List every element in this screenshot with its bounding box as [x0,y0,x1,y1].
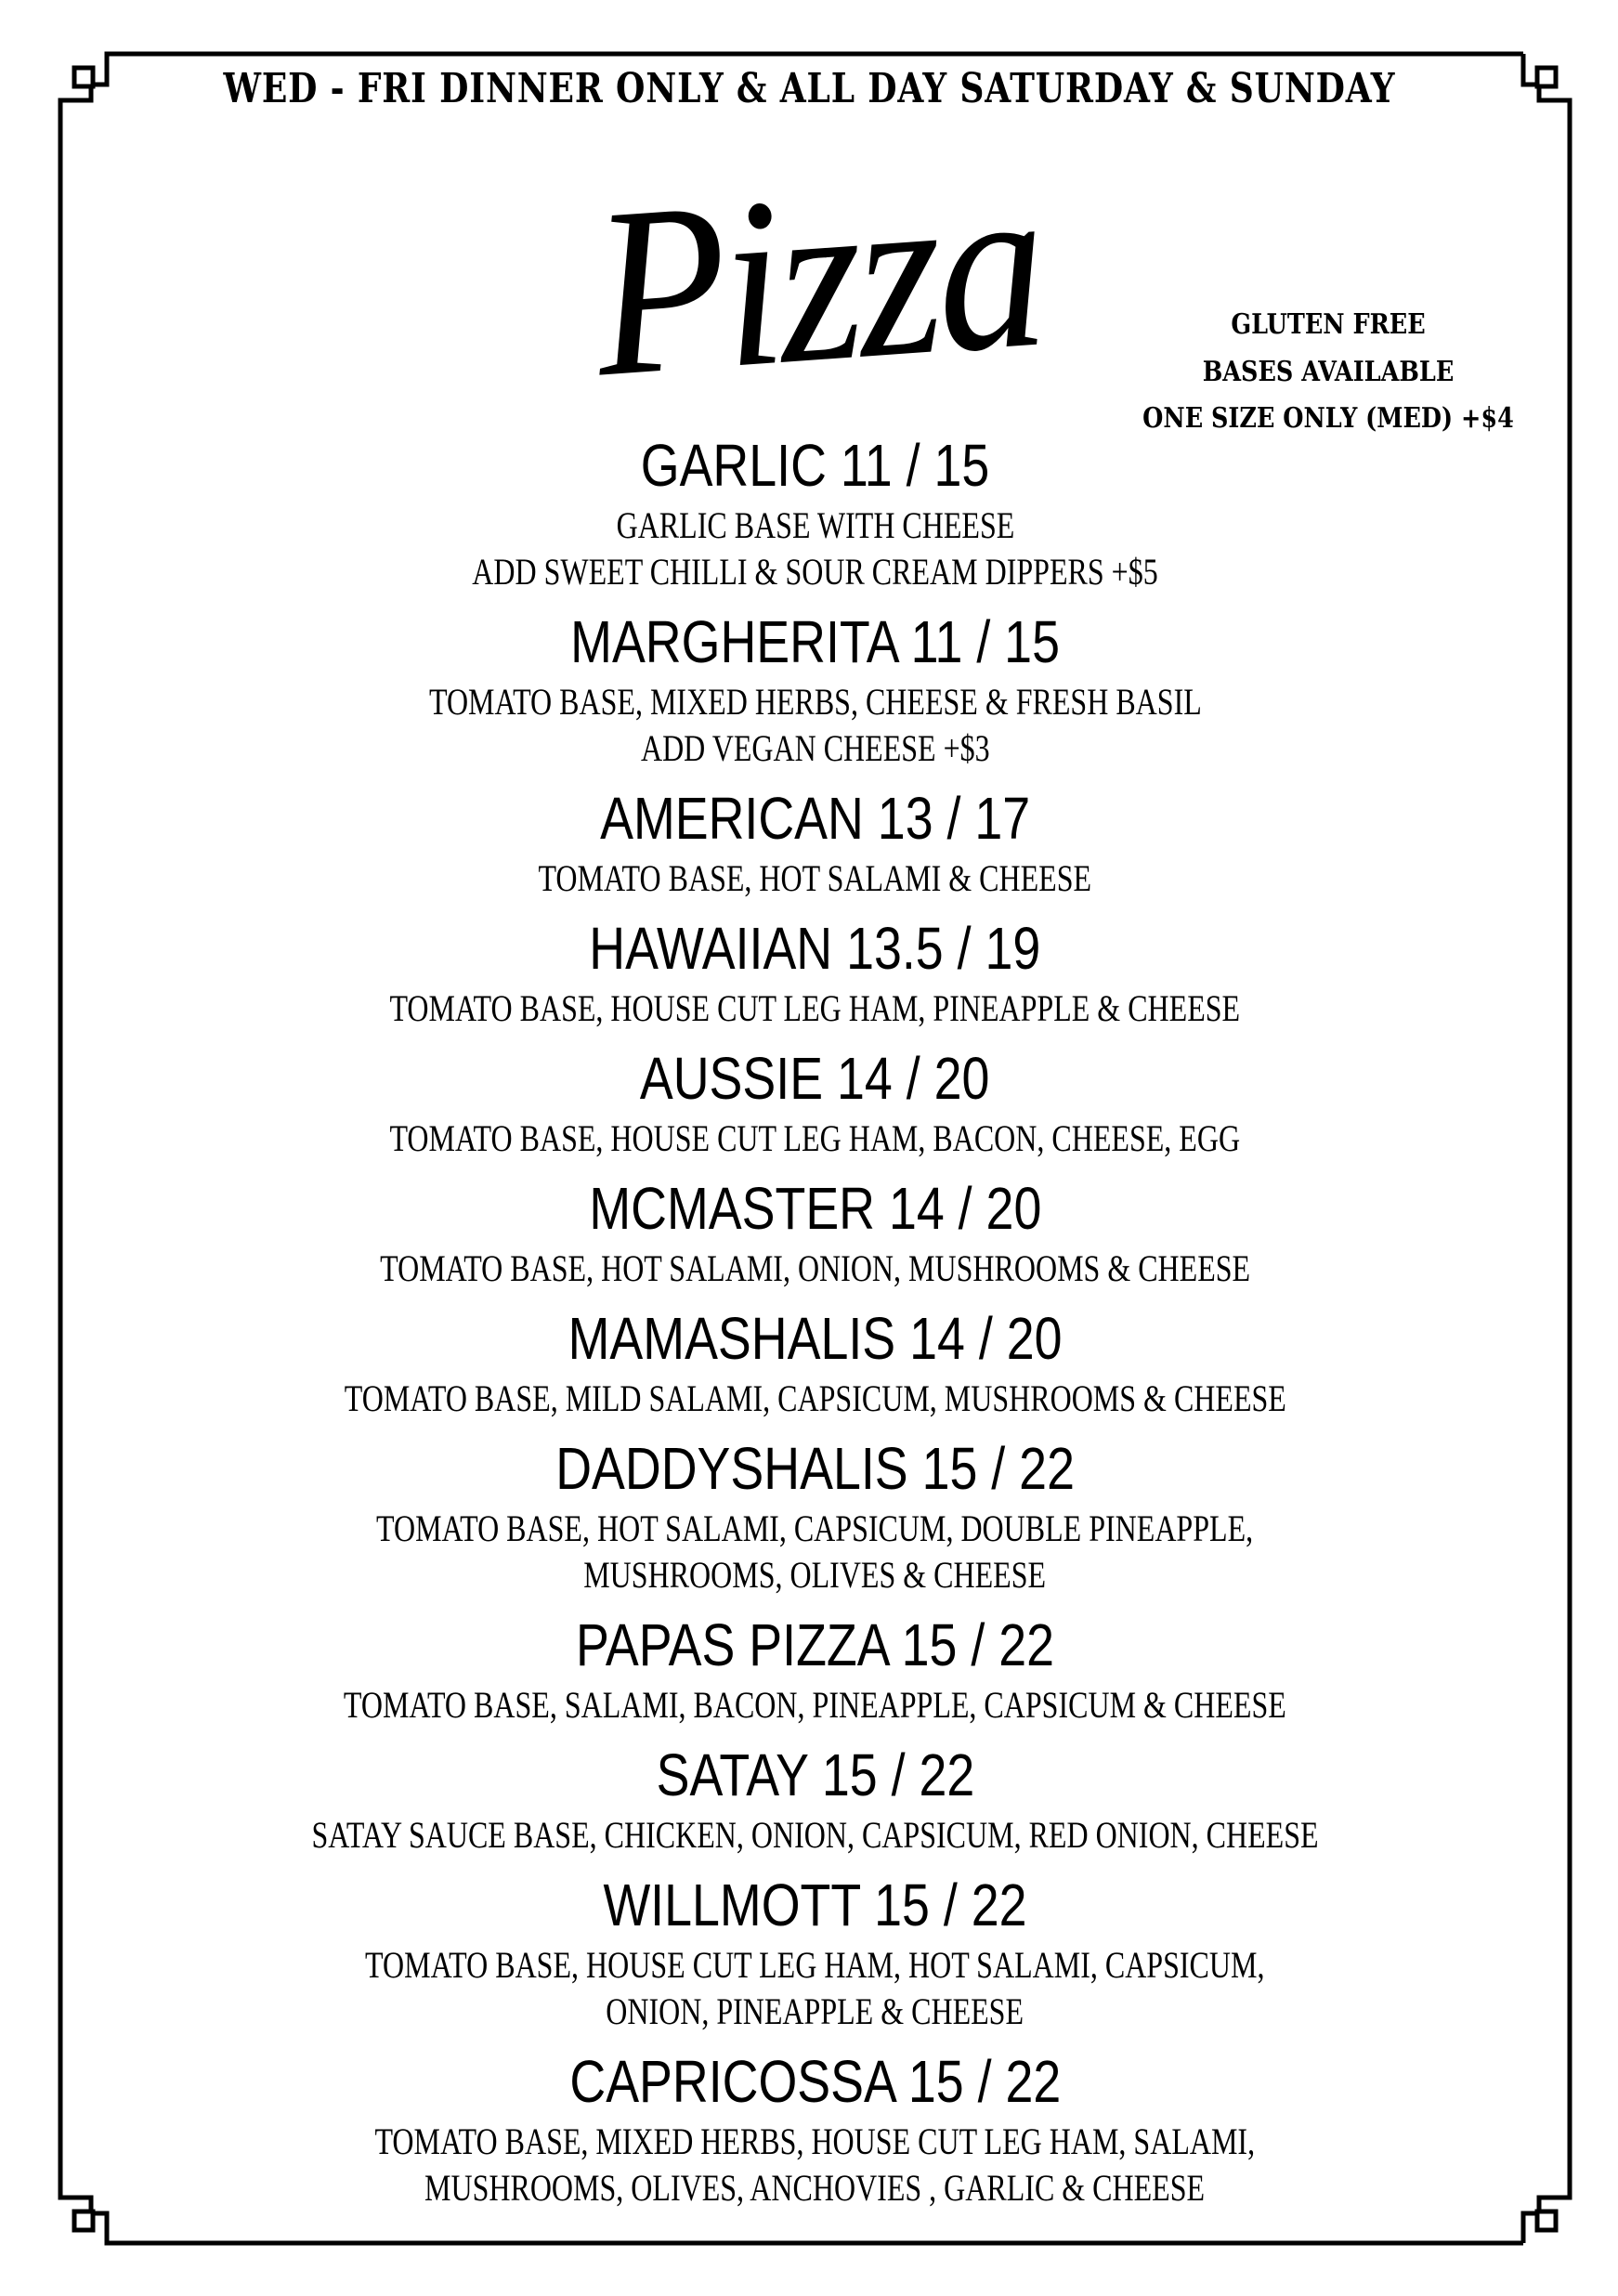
item-name-text: AUSSIE 14 / 20 [640,1045,990,1112]
item-name-text: MCMASTER 14 / 20 [589,1175,1041,1242]
menu-item [60,1041,1570,1162]
item-name-price [60,1171,1570,1246]
item-name-text: PAPAS PIZZA 15 / 22 [576,1611,1054,1678]
item-name-price [60,605,1570,679]
item-description-text: ADD SWEET CHILLI & SOUR CREAM DIPPERS +$5 [472,551,1158,593]
item-description-text: TOMATO BASE, HOT SALAMI & CHEESE [538,857,1092,899]
menu-item [60,1301,1570,1422]
item-description-text: MUSHROOMS, OLIVES & CHEESE [583,1554,1047,1596]
item-description-text: TOMATO BASE, SALAMI, BACON, PINEAPPLE, CAPSICUM & CHEESE [344,1684,1286,1726]
item-name-price [60,428,1570,502]
item-description-text: TOMATO BASE, HOUSE CUT LEG HAM, BACON, CHEESE, EGG [389,1117,1241,1159]
hours-text: WED - FRI DINNER ONLY & ALL DAY SATURDAY & SUNDAY [223,65,1395,112]
item-description-text: GARLIC BASE WITH CHEESE [616,504,1014,546]
gluten-free-note [1096,302,1560,443]
item-name-text: CAPRICOSSA 15 / 22 [569,2048,1061,2115]
item-description-text: SATAY SAUCE BASE, CHICKEN, ONION, CAPSICUM, RED ONION, CHEESE [311,1814,1319,1856]
item-description-text: TOMATO BASE, HOUSE CUT LEG HAM, HOT SALAMI, CAPSICUM, [365,1944,1265,1986]
item-description [60,679,1570,725]
item-description-text: ONION, PINEAPPLE & CHEESE [606,1990,1024,2032]
item-name-text: GARLIC 11 / 15 [640,432,990,499]
item-name-text: MARGHERITA 11 / 15 [570,608,1060,675]
item-description [60,2165,1570,2211]
item-description [60,1506,1570,1552]
menu-item [60,781,1570,902]
menu-item [60,1171,1570,1292]
item-description-text: TOMATO BASE, MIXED HERBS, CHEESE & FRESH BASIL [428,681,1202,723]
item-name-price [60,1868,1570,1942]
item-description [60,1115,1570,1162]
item-description [60,1376,1570,1422]
item-description [60,2119,1570,2165]
item-name-text: SATAY 15 / 22 [656,1742,974,1808]
item-name-price [60,1301,1570,1376]
item-description-text: TOMATO BASE, HOUSE CUT LEG HAM, PINEAPPLE & CHEESE [389,987,1241,1029]
menu-item [60,2044,1570,2211]
item-name-price [60,911,1570,985]
item-description [60,1989,1570,2035]
item-name-price [60,781,1570,855]
item-name-price [60,1608,1570,1682]
item-description [60,985,1570,1032]
menu-item [60,1608,1570,1729]
menu-item [60,911,1570,1032]
item-description-text: TOMATO BASE, HOT SALAMI, CAPSICUM, DOUBLE PINEAPPLE, [376,1507,1254,1549]
item-description [60,725,1570,772]
pizza-list [60,428,1570,2221]
item-description [60,502,1570,549]
item-name-price [60,2044,1570,2119]
menu-item [60,605,1570,772]
menu-item [60,428,1570,595]
item-name-price [60,1738,1570,1812]
item-description [60,1812,1570,1859]
item-description [60,1682,1570,1729]
menu-item [60,1431,1570,1598]
gluten-free-line: BASES AVAILABLE [1202,355,1455,388]
item-name-text: HAWAIIAN 13.5 / 19 [589,915,1041,982]
item-description [60,1942,1570,1989]
menu-item [60,1738,1570,1859]
gluten-free-line: GLUTEN FREE [1231,308,1426,341]
menu-item [60,1868,1570,2035]
item-description-text: TOMATO BASE, HOT SALAMI, ONION, MUSHROOMS & CHEESE [379,1247,1250,1289]
item-description-text: MUSHROOMS, OLIVES, ANCHOVIES , GARLIC & CHEESE [424,2167,1206,2209]
item-name-price [60,1431,1570,1506]
item-description [60,855,1570,902]
item-name-text: MAMASHALIS 14 / 20 [568,1305,1063,1372]
item-name-text: DADDYSHALIS 15 / 22 [555,1435,1075,1502]
item-name-text: WILLMOTT 15 / 22 [603,1872,1027,1938]
item-description [60,1246,1570,1292]
menu-title: Pizza [585,129,1050,428]
item-description-text: ADD VEGAN CHEESE +$3 [640,727,990,769]
hours-banner [0,65,1618,112]
item-description [60,1552,1570,1598]
item-description [60,549,1570,595]
item-description-text: TOMATO BASE, MIXED HERBS, HOUSE CUT LEG HAM, SALAMI, [374,2120,1256,2162]
item-description-text: TOMATO BASE, MILD SALAMI, CAPSICUM, MUSHROOMS & CHEESE [344,1377,1286,1419]
gluten-free-line: ONE SIZE ONLY (MED) +$4 [1142,402,1514,435]
item-name-text: AMERICAN 13 / 17 [599,785,1031,852]
item-name-price [60,1041,1570,1115]
